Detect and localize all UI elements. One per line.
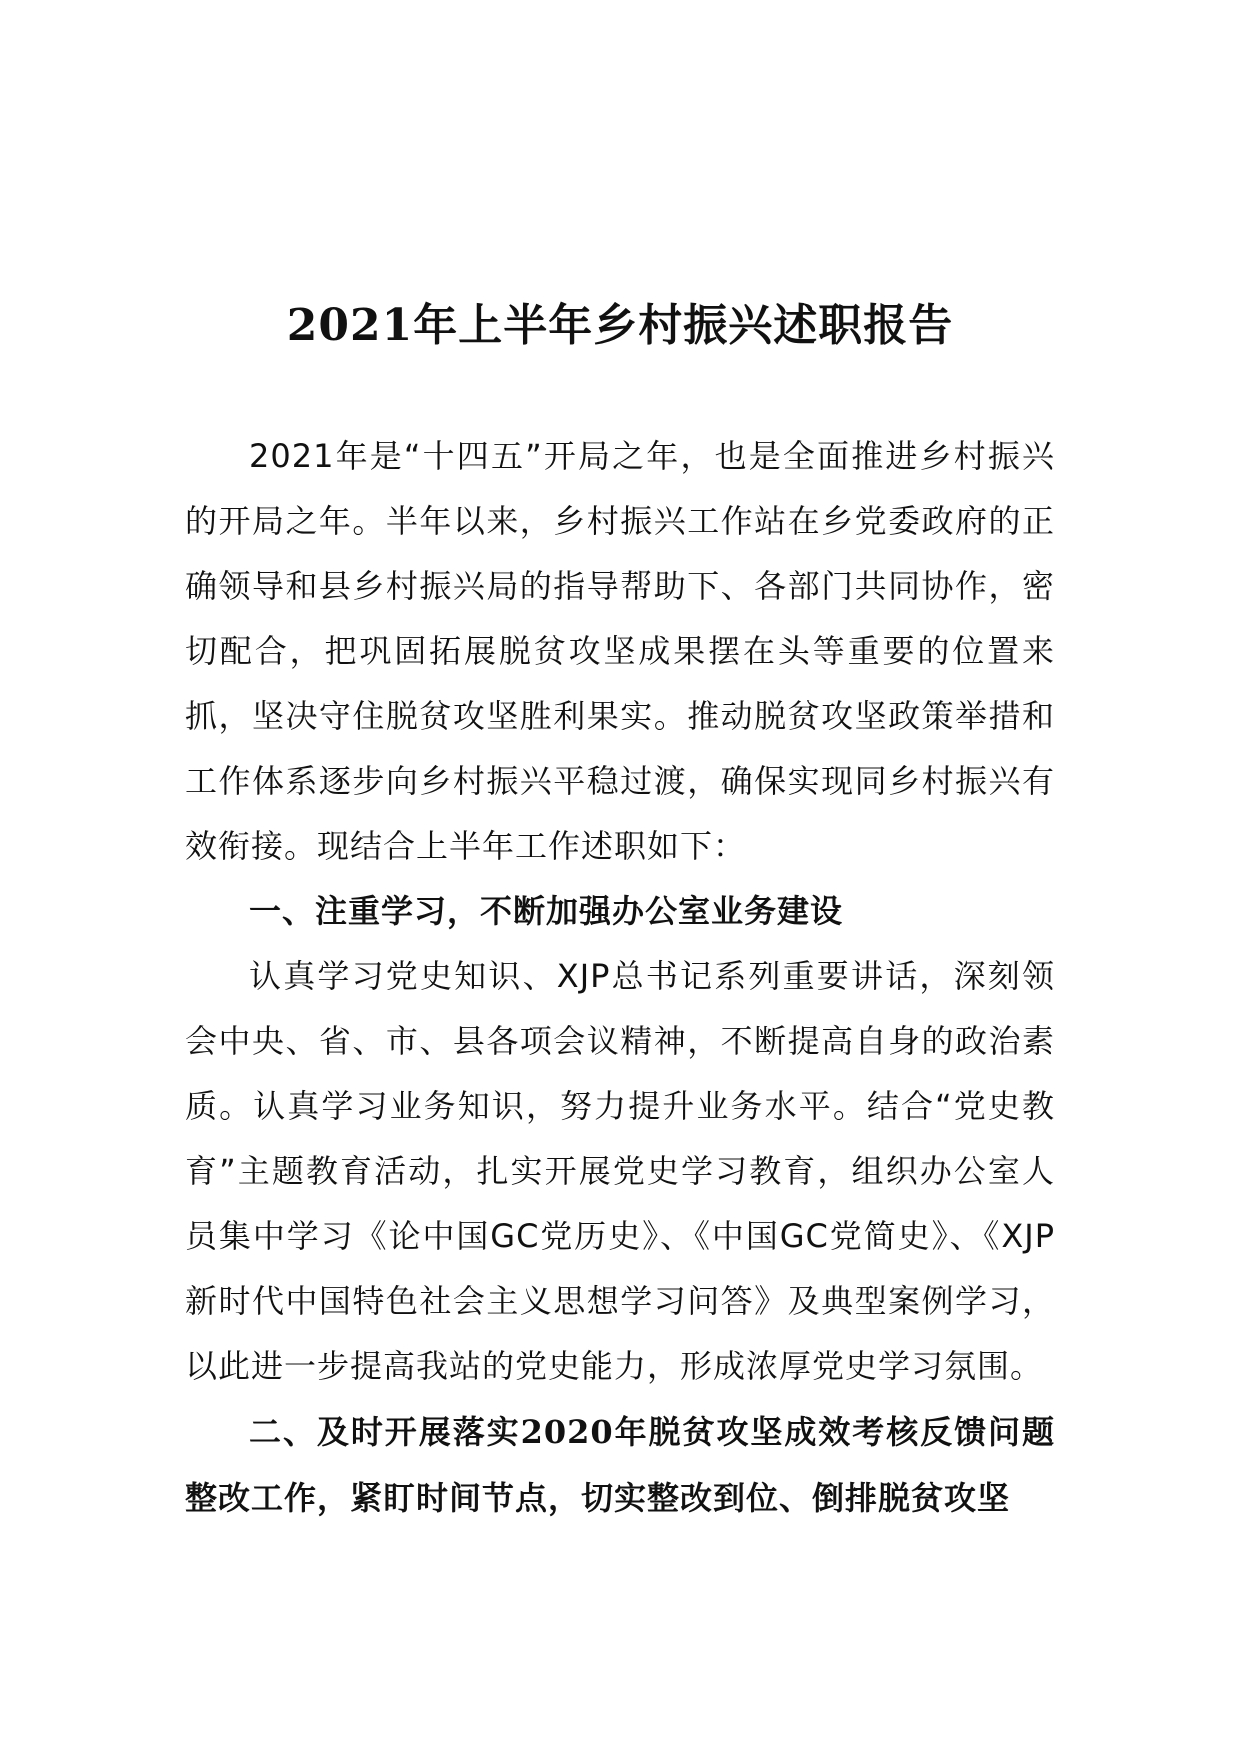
section-1-paragraph: 认真学习党史知识、XJP总书记系列重要讲话，深刻领会中央、省、市、县各项会议精神，不断提高自身的政治素质。认真学习业务知识，努力提升业务水平。结合“党史教育”主题教育活动，扎实开展党史学习教育，组织办公室人员集中学习《论中国GC党历史》、《中国GC党简史》、《XJP新时代中国特色社会主义思想学习问答》及典型案例学习，以此进一步提高我站的党史能力，形成浓厚党史学习氛围。 <box>185 957 1055 1385</box>
document-title: 2021年上半年乡村振兴述职报告 <box>286 300 954 351</box>
section-1-heading: 一、注重学习，不断加强办公室业务建设 <box>249 892 844 930</box>
intro-paragraph: 2021年是“十四五”开局之年，也是全面推进乡村振兴的开局之年。半年以来，乡村振兴工作站在乡党委政府的正确领导和县乡村振兴局的指导帮助下、各部门共同协作，密切配合，把巩固拓展脱贫攻坚成果摆在头等重要的位置来抓，坚决守住脱贫攻坚胜利果实。推动脱贫攻坚政策举措和工作体系逐步向乡村振兴平稳过渡，确保实现同乡村振兴有效衔接。现结合上半年工作述职如下： <box>185 437 1055 865</box>
section-2-heading: 二、及时开展落实2020年脱贫攻坚成效考核反馈问题整改工作，紧盯时间节点，切实整改到位、倒排脱贫攻坚 <box>185 1413 1055 1517</box>
document-body <box>185 424 1055 1531</box>
